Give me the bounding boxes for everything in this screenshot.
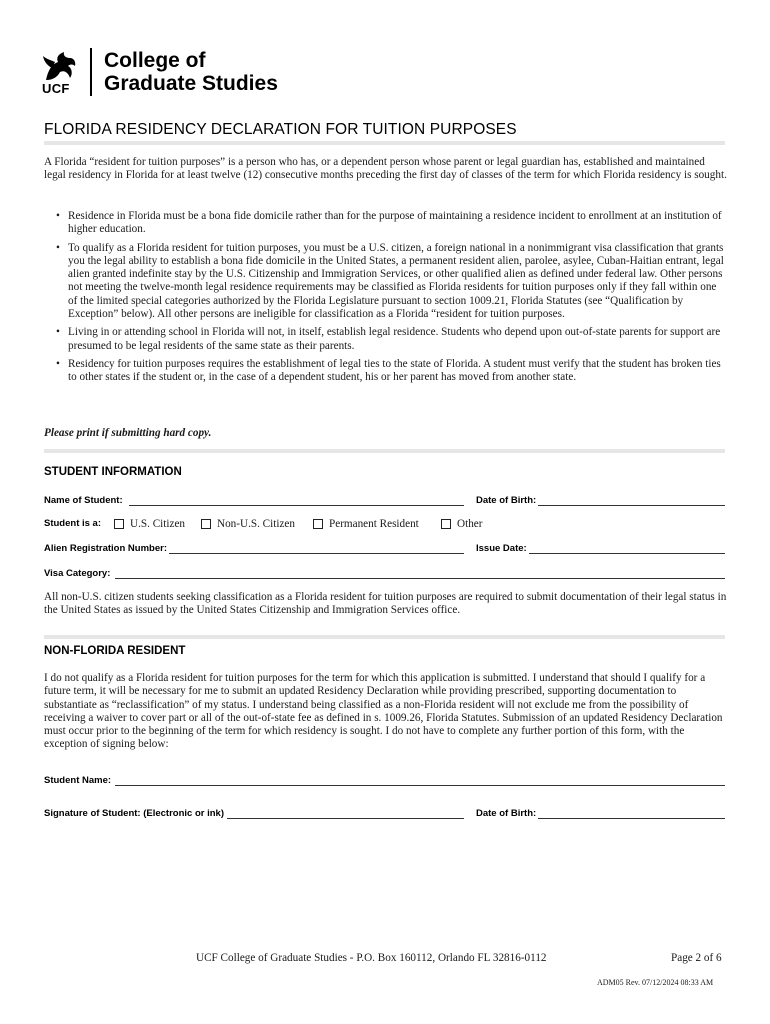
issue-date-field[interactable] <box>529 553 725 554</box>
visa-category-field[interactable] <box>115 578 725 579</box>
page-title: FLORIDA RESIDENCY DECLARATION FOR TUITION PURPOSES <box>44 121 517 138</box>
page-number: Page 2 of 6 <box>671 952 722 964</box>
section-divider <box>44 635 725 639</box>
option-other[interactable] <box>441 516 482 532</box>
signature-label: Signature of Student: (Electronic or ink) <box>44 808 224 819</box>
student-name-field[interactable] <box>129 505 464 506</box>
option-permanent-resident[interactable] <box>313 516 419 532</box>
other-label: Other <box>457 518 483 530</box>
dob-label: Date of Birth: <box>476 808 537 819</box>
alien-registration-label: Alien Registration Number: <box>44 543 167 554</box>
us-citizen-label: U.S. Citizen <box>130 518 186 530</box>
student-is-label: Student is a: <box>44 518 102 529</box>
dob-field[interactable] <box>538 505 725 506</box>
visa-category-label: Visa Category: <box>44 568 111 579</box>
college-title-line1: College of <box>104 49 206 72</box>
ucf-logo <box>42 44 342 96</box>
student-name-label: Student Name: <box>44 775 112 786</box>
permanent-resident-checkbox[interactable] <box>313 519 323 529</box>
us-citizen-checkbox[interactable] <box>114 519 124 529</box>
non-florida-student-name-field[interactable] <box>115 785 725 786</box>
college-title-line2: Graduate Studies <box>104 72 278 95</box>
title-divider <box>44 141 725 145</box>
rule-item-domicile: • Residence in Florida must be a bona fide domicile rather than for the purpose of maintaining a residence incident to enrollment at an institution of higher education. <box>56 210 728 237</box>
non-florida-dob-field[interactable] <box>538 818 725 819</box>
option-us-citizen[interactable] <box>114 516 185 532</box>
student-info-heading: STUDENT INFORMATION <box>44 466 182 478</box>
logo-divider <box>90 48 92 96</box>
rule-item-legal-ties: • Residency for tuition purposes requires the establishment of legal ties to the state of Florida. A student must verify that the student has broken ties to other states if the student or, in the case of a dependent student, his or her parent has moved from another state. <box>56 358 728 385</box>
issue-date-label: Issue Date: <box>476 543 527 554</box>
permanent-resident-label: Permanent Resident <box>329 518 419 530</box>
ucf-wordmark: UCF <box>42 81 70 96</box>
print-note: Please print if submitting hard copy. <box>44 427 212 439</box>
non-us-citizen-checkbox[interactable] <box>201 519 211 529</box>
footer-address: UCF College of Graduate Studies - P.O. Box 160112, Orlando FL 32816-0112 <box>196 952 547 964</box>
rule-item-qualify: • To qualify as a Florida resident for tuition purposes, you must be a U.S. citizen, a foreign national in a nonimmigrant visa classification that grants you the legal ability to establish a bona fide domicile in the United States, a permanent resident alien, parolee, asylee, Cuban-Haitian entrant, legal alien granted indefinite stay by the U.S. Citizenship and Immigration Services, or other qualified alien as defined under federal law. Other persons not meeting the twelve-month legal residence requirements may be classified as Florida residents for tuition purposes only if they fall within one of the limited special categories authorized by the Florida Legislature pursuant to section 1009.21, Florida Statutes (see “Qualification by Exception” below). All other persons are ineligible for classification as a Florida “resident for tuition purposes. <box>56 242 728 322</box>
other-checkbox[interactable] <box>441 519 451 529</box>
signature-field[interactable] <box>227 818 464 819</box>
non-florida-heading: NON-FLORIDA RESIDENT <box>44 645 186 657</box>
intro-paragraph: A Florida “resident for tuition purposes” is a person who has, or a dependent person whose parent or legal guardian has, established and maintained legal residency in Florida for at least twelve (12) consecutive months preceding the first day of classes of the term for which Florida residency is sought. <box>44 156 727 182</box>
citizenship-options <box>44 516 734 532</box>
revision-stamp: ADM05 Rev. 07/12/2024 08:33 AM <box>597 978 714 987</box>
dob-label: Date of Birth: <box>476 495 537 506</box>
alien-registration-field[interactable] <box>169 553 464 554</box>
non-us-citizen-label: Non-U.S. Citizen <box>217 518 295 530</box>
student-name-label: Name of Student: <box>44 495 123 506</box>
non-florida-statement: I do not qualify as a Florida resident for tuition purposes for the term for which this application is submitted. I understand that should I qualify for a future term, it will be necessary for me to submit an updated Residency Declaration while providing prescribed, supporting documentation to substantiate as “reclassification” of my status. I understand being classified as a non-Florida resident will not exclude me from the possibility of receiving a waiver to cover part or all of the out-of-state fee as defined in s. 1009.26, Florida Statutes. Submission of an updated Residency Declaration must occur prior to the beginning of the term for which residency is sought. I do not have to complete any further portion of this form, with the exception of signing below: <box>44 672 723 751</box>
rule-item-living: • Living in or attending school in Florida will not, in itself, establish legal residence. Students who depend upon out-of-state parents for support are presumed to be legal residents of the same state as their parents. <box>56 326 728 353</box>
option-non-us-citizen[interactable] <box>201 516 295 532</box>
section-divider <box>44 449 725 453</box>
documentation-note: All non-U.S. citizen students seeking classification as a Florida resident for tuition purposes are required to submit documentation of their legal status in the United States as issued by the United States Citizenship and Immigration Services office. <box>44 591 727 617</box>
residency-rules-list <box>56 210 728 390</box>
